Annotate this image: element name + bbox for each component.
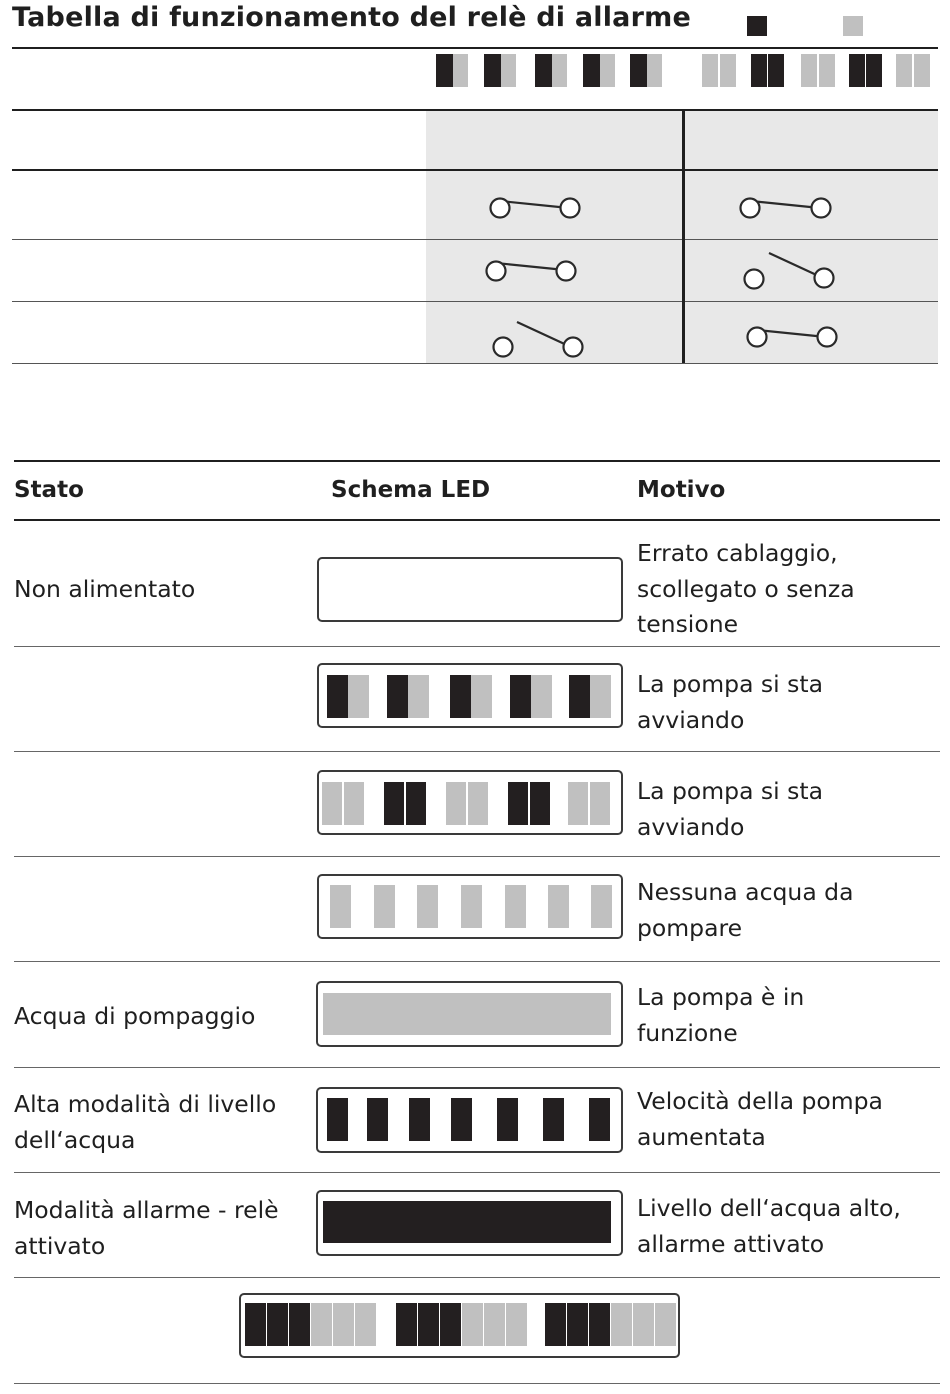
row-motivo: Nessuna acqua da pompare xyxy=(637,878,854,942)
relay-contact-closed-icon xyxy=(487,262,576,281)
row-stato: Alta modalità di livello dell‘acqua xyxy=(14,1090,277,1154)
relay-contact-closed-icon xyxy=(741,199,831,218)
led-table-header-rule xyxy=(14,519,940,521)
row-stato: Acqua di pompaggio xyxy=(14,1002,256,1030)
row-divider xyxy=(14,646,940,647)
row-motivo: Errato cablaggio, scollegato o senza tensione xyxy=(637,539,855,638)
row-stato: Non alimentato xyxy=(14,575,196,603)
row-motivo: Velocità della pompa aumentata xyxy=(637,1087,883,1151)
relay-contact-open-icon xyxy=(745,253,834,289)
row-divider xyxy=(14,1067,940,1068)
row-divider xyxy=(14,961,940,962)
row-divider xyxy=(14,751,940,752)
row-motivo: La pompa si sta avviando xyxy=(637,670,824,734)
row-divider xyxy=(14,856,940,857)
header-motivo: Motivo xyxy=(637,477,726,503)
header-stato: Stato xyxy=(14,477,84,503)
relay-contact-closed-icon xyxy=(748,328,837,347)
led-solid-black-segment xyxy=(323,1201,611,1243)
row-motivo: La pompa è in funzione xyxy=(637,983,805,1047)
relay-table-title: Tabella di funzionamento del relè di allarme xyxy=(12,2,691,33)
row-divider xyxy=(14,1277,940,1278)
row-divider xyxy=(14,1172,940,1173)
relay-contact-open-icon xyxy=(494,322,583,357)
led-pattern-off xyxy=(317,557,623,622)
header-schema-led: Schema LED xyxy=(331,477,491,503)
led-table-top-rule xyxy=(14,460,940,462)
relay-contact-closed-icon xyxy=(491,199,580,218)
led-solid-gray-segment xyxy=(323,993,611,1035)
row-motivo: Livello dell‘acqua alto, allarme attivato xyxy=(637,1194,901,1258)
row-divider xyxy=(14,1383,940,1384)
row-motivo: La pompa si sta avviando xyxy=(637,777,824,841)
row-stato: Modalità allarme - relè attivato xyxy=(14,1196,279,1260)
